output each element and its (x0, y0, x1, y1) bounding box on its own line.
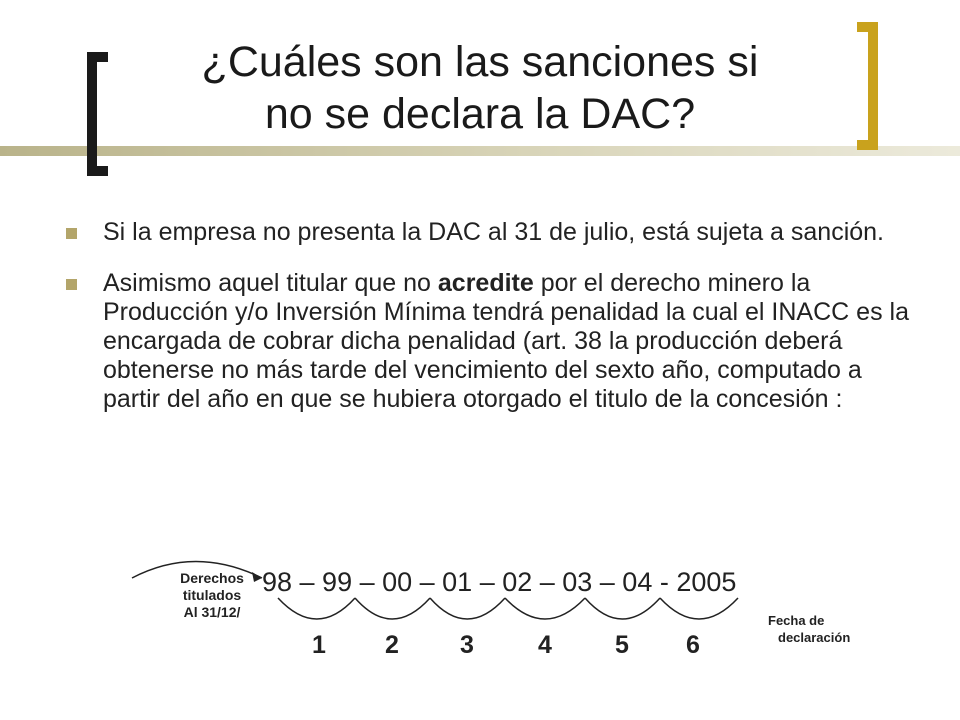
left-note-line-2: titulados (182, 587, 242, 603)
right-note (768, 612, 850, 646)
year-count-4: 4 (538, 631, 552, 659)
bullet-1-text: Si la empresa no presenta la DAC al 31 de julio, está sujeta a sanción. (103, 218, 885, 246)
bullet-2-text-start: Asimismo aquel titular que no (103, 269, 438, 297)
right-note-line-2: declaración (778, 630, 851, 645)
year-arc-1 (278, 598, 355, 619)
years-sequence: 98 – 99 – 00 – 01 – 02 – 03 – 04 - 2005 (262, 567, 737, 597)
year-count-1: 1 (312, 631, 326, 659)
left-note (152, 570, 272, 621)
left-note-line-1: Derechos (180, 570, 244, 586)
year-arc-3 (430, 598, 505, 619)
year-arc-2 (355, 598, 430, 619)
year-count-3: 3 (460, 631, 474, 659)
title-line-2: no se declara la DAC? (264, 90, 696, 138)
bullet-2-bold-word: acredite (437, 269, 534, 297)
right-note-line-1: Fecha de (768, 613, 825, 628)
year-count-6: 6 (686, 631, 700, 659)
year-arc-6 (660, 598, 738, 619)
year-arc-5 (585, 598, 660, 619)
bullet-2-text-end: por el derecho minero la Producción y/o Inversión Mínima tendrá penalidad la cual el INACC es la encargada de cobrar dicha penalidad (art. 38 la producción deberá obtenerse no más tarde del vencimiento del sexto año, computado a partir del año en que se hubiera otorgado el titulo de la concesión : (103, 269, 909, 413)
year-count-5: 5 (615, 631, 629, 659)
year-count-2: 2 (385, 631, 399, 659)
title-line-1: ¿Cuáles son las sanciones si (201, 38, 759, 86)
left-note-line-3: Al 31/12/ (183, 604, 241, 620)
year-arc-4 (505, 598, 585, 619)
